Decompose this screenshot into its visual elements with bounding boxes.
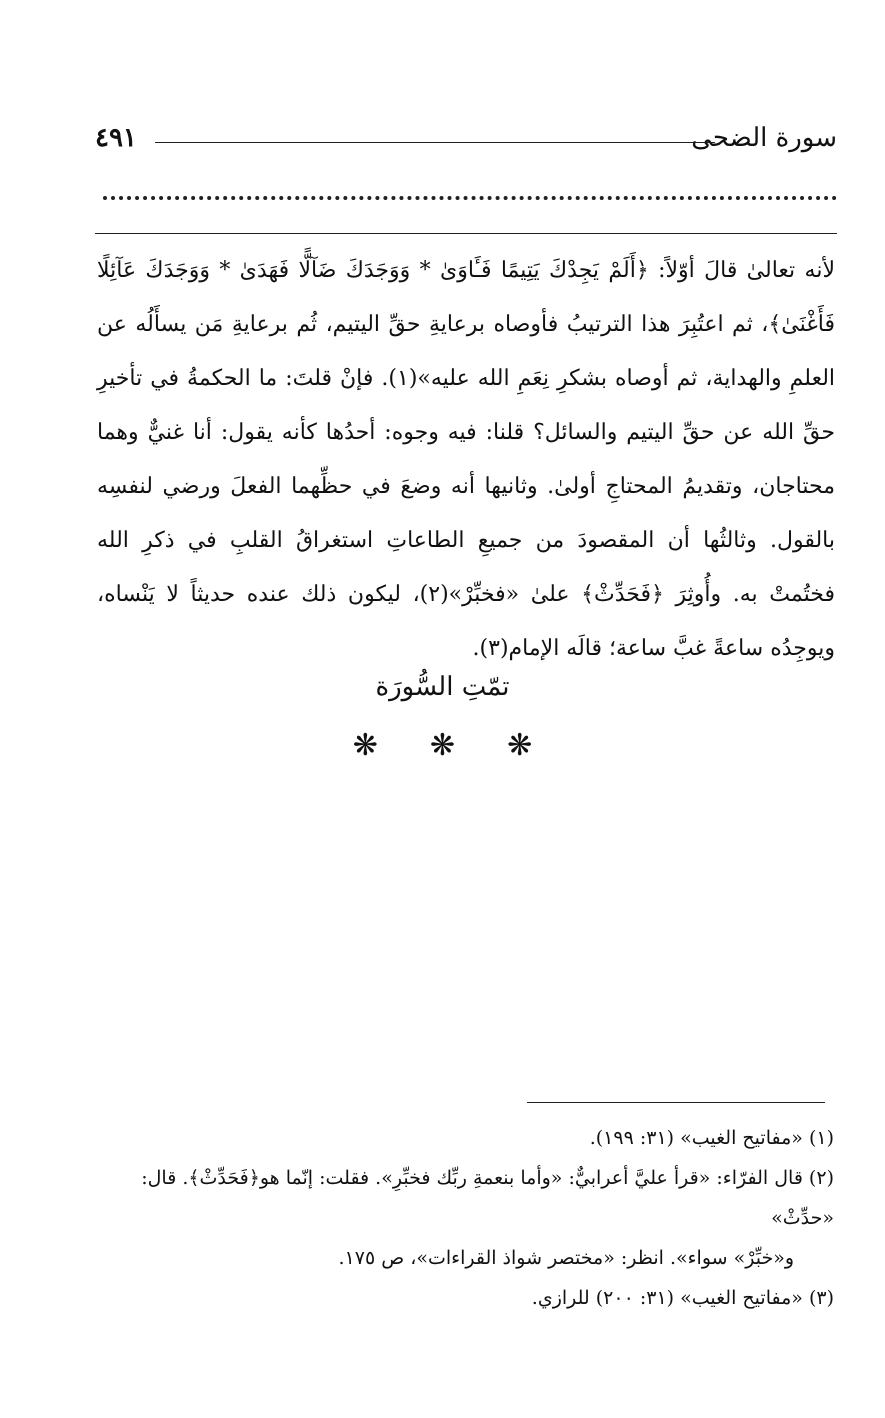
surah-end-note: تمّتِ السُّورَة [375, 672, 510, 702]
dotted-divider [103, 196, 837, 214]
header-line [155, 142, 715, 143]
footnote-1: (١) «مفاتيح الغيب» (٣١: ١٩٩). [589, 1127, 834, 1149]
footnotes [88, 1118, 834, 1318]
star-ornament-icon: ❋ [507, 728, 533, 763]
star-ornament-icon: ❋ [352, 728, 378, 763]
running-header [95, 118, 837, 158]
footnote-2-continuation: و«خبِّرْ» سواء». انظر: «مختصر شواذ القراءات»، ص ١٧٥. [338, 1247, 794, 1269]
footnote-rule [527, 1102, 825, 1103]
footnote-2: (٢) قال الفرّاء: «قرأ عليَّ أعرابيٌّ: «وأما بنعمةِ ربِّك فخبِّرِ». فقلت: إنّما هو﴿فَحَدِّثْ﴾. قال: «حدِّثْ» [141, 1167, 834, 1229]
main-text [97, 244, 835, 676]
page-number: ٤٩١ [95, 123, 137, 153]
ornament-stars [0, 726, 885, 766]
star-ornament-icon: ❋ [429, 728, 456, 763]
surah-title: سورة الضحى [691, 123, 837, 153]
body-paragraph: لأنه تعالىٰ قالَ أوّلاً: ﴿أَلَمْ يَجِدْكَ يَتِيمًا فَـَٔاوَىٰ * وَوَجَدَكَ ضَآلًّا فَهَدَىٰ * وَوَجَدَكَ عَآئِلًا فَأَغْنَىٰ﴾، ثم اعتُبِرَ هذا الترتيبُ فأوصاه برعايةِ حقِّ اليتيم، ثُم برعايةِ مَن يسأَلُه عن العلمِ والهداية، ثم أوصاه بشكرِ نِعَمِ الله عليه»(١). فإنْ قلتَ: ما الحكمةُ في تأخيرِ حقِّ الله عن حقِّ اليتيم والسائل؟ قلنا: فيه وجوه: أحدُها كأنه يقول: أنا غنيٌّ وهما محتاجان، وتقديمُ المحتاجِ أولىٰ. وثانيها أنه وضعَ في حظِّهما الفعلَ ورضي لنفسِه بالقول. وثالثُها أن المقصودَ من جميعِ الطاعاتِ استغراقُ القلبِ في ذكرِ الله فختُمتْ به. وأُوثِرَ ﴿فَحَدِّثْ﴾ علىٰ «فخبِّرْ»(٢)، ليكون ذلك عنده حديثاً لا يَنْساه، ويوجِدُه ساعةً غبَّ ساعة؛ قالَه الإمام(٣). [97, 258, 836, 661]
footnote-3: (٣) «مفاتيح الغيب» (٣١: ٢٠٠) للرازي. [531, 1287, 834, 1309]
header-rule [95, 233, 837, 234]
